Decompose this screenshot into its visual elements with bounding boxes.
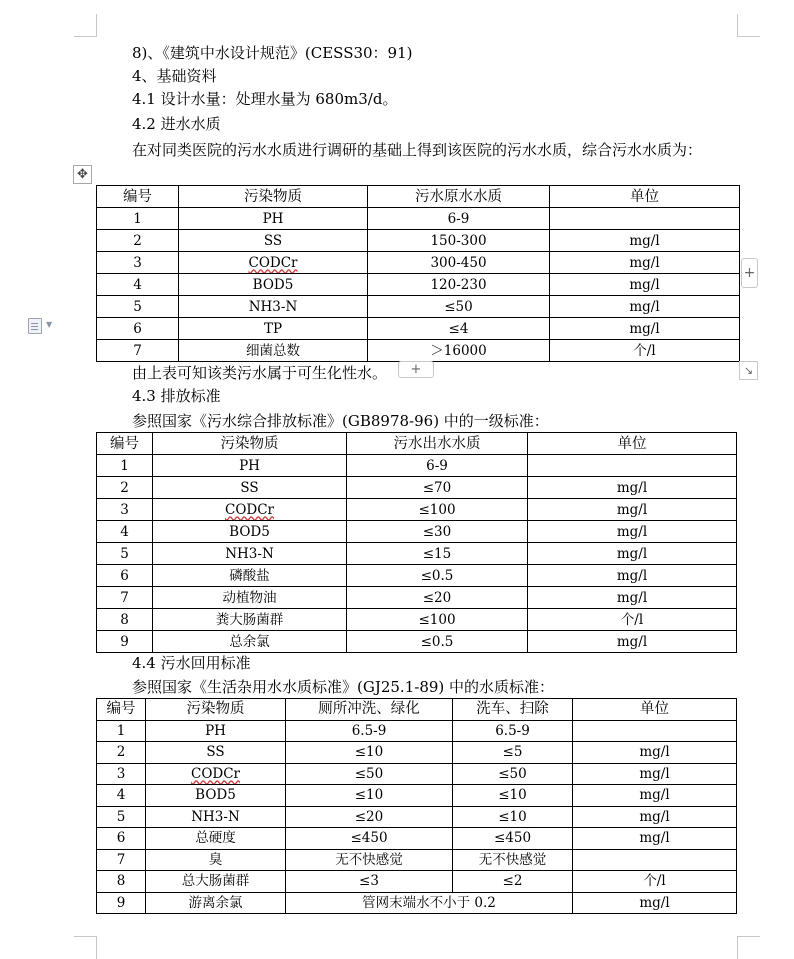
cell-pollutant: CODCr (153, 499, 347, 521)
cell-effluent-quality: ≤15 (347, 543, 528, 565)
add-column-icon[interactable]: + (741, 258, 758, 288)
cell-toilet-greening: ≤50 (286, 763, 453, 785)
cell-raw-quality: 120-230 (368, 274, 550, 296)
reuse-standard-table (96, 698, 737, 914)
crop-mark-top-left (74, 14, 97, 37)
cell-effluent-quality: ≤100 (347, 499, 528, 521)
reference-8: 8)、《建筑中水设计规范》(CESS30：91) (132, 44, 413, 62)
cell-pollutant: SS (146, 742, 286, 764)
cell-unit: mg/l (528, 631, 737, 653)
cell-unit: mg/l (528, 477, 737, 499)
cell-pollutant: CODCr (146, 763, 286, 785)
column-header-pollutant: 污染物质 (146, 699, 286, 721)
discharge-standard-table (96, 432, 737, 653)
table-row (97, 499, 737, 521)
cell-pollutant: TP (179, 318, 368, 340)
cell-pollutant: NH3-N (146, 806, 286, 828)
cell-unit (573, 849, 737, 871)
table-row (97, 318, 740, 340)
cell-pollutant: 细菌总数 (179, 340, 368, 362)
column-header-number: 编号 (97, 186, 179, 208)
cell-pollutant: SS (153, 477, 347, 499)
cell-number: 6 (97, 828, 146, 850)
cell-raw-quality: 300-450 (368, 252, 550, 274)
table-header-row (97, 186, 740, 208)
cell-unit: mg/l (573, 892, 737, 914)
discharge-standard-text: 参照国家《污水综合排放标准》(GB8978-96) 中的一级标准： (132, 412, 549, 430)
cell-unit: mg/l (573, 828, 737, 850)
table-row (97, 521, 737, 543)
cell-raw-quality: 150-300 (368, 230, 550, 252)
document-icon[interactable] (28, 318, 42, 334)
cell-number: 5 (97, 543, 153, 565)
cell-car-wash-cleaning: 6.5-9 (453, 720, 573, 742)
cell-unit: mg/l (573, 806, 737, 828)
table-row (97, 849, 737, 871)
table-header-row (97, 433, 737, 455)
table-row (97, 742, 737, 764)
section-4-1: 4.1 设计水量：处理水量为 680m3/d。 (132, 90, 398, 108)
cell-number: 4 (97, 274, 179, 296)
cell-effluent-quality: ≤30 (347, 521, 528, 543)
section-4-2-heading: 4.2 进水水质 (132, 115, 221, 133)
cell-unit (573, 720, 737, 742)
table-row (97, 828, 737, 850)
cell-pollutant: NH3-N (179, 296, 368, 318)
cell-unit: mg/l (573, 785, 737, 807)
table-header-row (97, 699, 737, 721)
cell-pollutant: 总硬度 (146, 828, 286, 850)
cell-unit: 个/l (528, 609, 737, 631)
cell-number: 4 (97, 785, 146, 807)
cell-unit: mg/l (550, 318, 740, 340)
cell-car-wash-cleaning: ≤2 (453, 871, 573, 893)
crop-mark-top-right (737, 14, 760, 37)
cell-number: 3 (97, 763, 146, 785)
cell-pollutant: 臭 (146, 849, 286, 871)
cell-pollutant: BOD5 (179, 274, 368, 296)
cell-merged-requirement: 管网末端水不小于 0.2 (286, 892, 573, 914)
cell-car-wash-cleaning: ≤450 (453, 828, 573, 850)
cell-unit: mg/l (528, 587, 737, 609)
column-header-pollutant: 污染物质 (153, 433, 347, 455)
cell-number: 1 (97, 455, 153, 477)
inflow-quality-table (96, 185, 740, 362)
cell-unit: mg/l (528, 499, 737, 521)
cell-unit: mg/l (528, 565, 737, 587)
table-row (97, 455, 737, 477)
cell-unit: mg/l (550, 274, 740, 296)
cell-toilet-greening: ≤450 (286, 828, 453, 850)
cell-pollutant: PH (153, 455, 347, 477)
cell-number: 8 (97, 871, 146, 893)
cell-raw-quality: ≤4 (368, 318, 550, 340)
column-header-unit: 单位 (573, 699, 737, 721)
cell-raw-quality: 6-9 (368, 208, 550, 230)
column-header-number: 编号 (97, 699, 146, 721)
table-row (97, 252, 740, 274)
cell-pollutant: PH (179, 208, 368, 230)
cell-number: 3 (97, 252, 179, 274)
table-row (97, 340, 740, 362)
cell-number: 9 (97, 631, 153, 653)
cell-car-wash-cleaning: ≤10 (453, 785, 573, 807)
cell-raw-quality: ＞16000 (368, 340, 550, 362)
cell-pollutant: NH3-N (153, 543, 347, 565)
table-row (97, 806, 737, 828)
cell-unit: 个/l (550, 340, 740, 362)
cell-pollutant: 游离余氯 (146, 892, 286, 914)
cell-pollutant: 总余氯 (153, 631, 347, 653)
cell-raw-quality: ≤50 (368, 296, 550, 318)
cell-unit: mg/l (573, 763, 737, 785)
table-row (97, 892, 737, 914)
cell-unit: mg/l (573, 742, 737, 764)
crop-mark-bottom-right (737, 936, 760, 959)
column-header-pollutant: 污染物质 (179, 186, 368, 208)
cell-pollutant: BOD5 (153, 521, 347, 543)
table-resize-handle-icon[interactable]: ↘ (739, 361, 758, 380)
cell-pollutant: 动植物油 (153, 587, 347, 609)
cell-unit: mg/l (550, 230, 740, 252)
crop-mark-bottom-left (74, 936, 97, 959)
cell-effluent-quality: ≤20 (347, 587, 528, 609)
cell-car-wash-cleaning: ≤5 (453, 742, 573, 764)
section-4-heading: 4、基础资料 (132, 67, 217, 85)
cell-number: 1 (97, 720, 146, 742)
cell-number: 8 (97, 609, 153, 631)
cell-pollutant: SS (179, 230, 368, 252)
table-row (97, 565, 737, 587)
cell-number: 7 (97, 587, 153, 609)
table-row (97, 720, 737, 742)
cell-pollutant: 总大肠菌群 (146, 871, 286, 893)
cell-unit (528, 455, 737, 477)
cell-toilet-greening: ≤20 (286, 806, 453, 828)
cell-number: 5 (97, 296, 179, 318)
cell-effluent-quality: ≤70 (347, 477, 528, 499)
section-4-4-heading: 4.4 污水回用标准 (132, 654, 251, 672)
cell-effluent-quality: ≤0.5 (347, 565, 528, 587)
cell-unit: mg/l (528, 543, 737, 565)
add-row-icon[interactable]: + (398, 361, 434, 378)
cell-car-wash-cleaning: ≤10 (453, 806, 573, 828)
cell-number: 5 (97, 806, 146, 828)
cell-toilet-greening: 无不快感觉 (286, 849, 453, 871)
column-header-unit: 单位 (528, 433, 737, 455)
column-header-toilet-greening: 厕所冲洗、绿化 (286, 699, 453, 721)
cell-unit: mg/l (550, 252, 740, 274)
cell-number: 2 (97, 230, 179, 252)
cell-toilet-greening: ≤10 (286, 742, 453, 764)
cell-effluent-quality: 6-9 (347, 455, 528, 477)
cell-effluent-quality: ≤100 (347, 609, 528, 631)
cell-number: 7 (97, 340, 179, 362)
cell-unit: mg/l (528, 521, 737, 543)
column-header-unit: 单位 (550, 186, 740, 208)
conclusion-text: 由上表可知该类污水属于可生化性水。 (132, 364, 388, 382)
cell-effluent-quality: ≤0.5 (347, 631, 528, 653)
cell-pollutant: BOD5 (146, 785, 286, 807)
cell-pollutant: 粪大肠菌群 (153, 609, 347, 631)
cell-number: 1 (97, 208, 179, 230)
table-row (97, 609, 737, 631)
cell-toilet-greening: 6.5-9 (286, 720, 453, 742)
table-row (97, 208, 740, 230)
cell-toilet-greening: ≤10 (286, 785, 453, 807)
table-row (97, 230, 740, 252)
table-row (97, 477, 737, 499)
table-move-handle-icon[interactable]: ✥ (73, 165, 92, 184)
table-row (97, 763, 737, 785)
cell-number: 6 (97, 565, 153, 587)
column-header-car-wash-cleaning: 洗车、扫除 (453, 699, 573, 721)
cell-number: 2 (97, 477, 153, 499)
table-row (97, 543, 737, 565)
table-row (97, 274, 740, 296)
cell-pollutant: PH (146, 720, 286, 742)
column-header-raw-quality: 污水原水水质 (368, 186, 550, 208)
column-header-effluent-quality: 污水出水水质 (347, 433, 528, 455)
table-row (97, 785, 737, 807)
cell-pollutant: CODCr (179, 252, 368, 274)
cell-car-wash-cleaning: 无不快感觉 (453, 849, 573, 871)
table-row (97, 631, 737, 653)
table-row (97, 296, 740, 318)
cell-number: 3 (97, 499, 153, 521)
cell-car-wash-cleaning: ≤50 (453, 763, 573, 785)
cell-toilet-greening: ≤3 (286, 871, 453, 893)
cell-number: 9 (97, 892, 146, 914)
cell-pollutant: 磷酸盐 (153, 565, 347, 587)
cell-unit: 个/l (573, 871, 737, 893)
caret-down-icon[interactable]: ▼ (46, 320, 53, 329)
table-row (97, 871, 737, 893)
table-row (97, 587, 737, 609)
cell-unit: mg/l (550, 296, 740, 318)
section-4-3-heading: 4.3 排放标准 (132, 387, 221, 405)
cell-unit (550, 208, 740, 230)
column-header-number: 编号 (97, 433, 153, 455)
cell-number: 4 (97, 521, 153, 543)
cell-number: 2 (97, 742, 146, 764)
cell-number: 7 (97, 849, 146, 871)
reuse-standard-text: 参照国家《生活杂用水水质标准》(GJ25.1-89) 中的水质标准： (132, 678, 555, 696)
intro-paragraph: 在对同类医院的污水水质进行调研的基础上得到该医院的污水水质，综合污水水质为： (132, 141, 703, 159)
cell-number: 6 (97, 318, 179, 340)
